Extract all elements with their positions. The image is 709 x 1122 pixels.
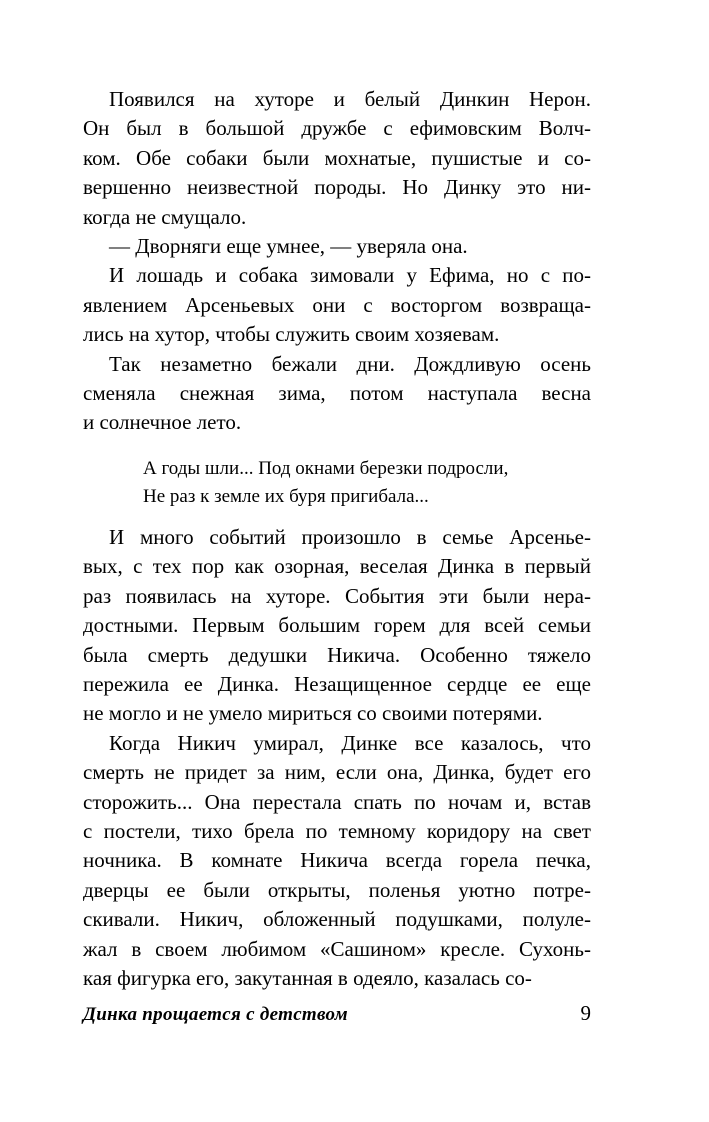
paragraph xyxy=(83,261,591,349)
text-line: ком. Обе собаки были мохнатые, пушистые и со- xyxy=(83,145,591,170)
page-text xyxy=(83,85,591,993)
text-line: и солнечное лето. xyxy=(83,410,242,435)
text-line: пережила ее Динка. Незащищенное сердце ее еще xyxy=(83,671,591,696)
text-line: достными. Первым большим горем для всей семьи xyxy=(83,613,591,638)
text-line: явлением Арсеньевых они с восторгом возвраща- xyxy=(83,292,591,317)
page-number: 9 xyxy=(580,1001,591,1025)
text-line: ночника. В комнате Никича всегда горела печка, xyxy=(83,848,591,873)
text-line: сменяла снежная зима, потом наступала весна xyxy=(83,381,591,406)
text-line: смерть не придет за ним, если она, Динка, будет его xyxy=(83,760,591,785)
text-line: не могло и не умело мириться со своими потерями. xyxy=(83,701,543,726)
text-line: Так незаметно бежали дни. Дождливую осень xyxy=(109,351,591,376)
text-line: Он был в большой дружбе с ефимовским Волч- xyxy=(83,116,591,141)
paragraph xyxy=(83,85,591,232)
text-line: лись на хутор, чтобы служить своим хозяевам. xyxy=(83,322,500,347)
verse-block xyxy=(143,455,591,511)
text-line: когда не смущало. xyxy=(83,204,247,229)
text-line: Когда Никич умирал, Динке все казалось, что xyxy=(109,730,591,755)
text-line: дверцы ее были открыты, поленья уютно потре- xyxy=(83,877,591,902)
paragraph xyxy=(83,232,591,261)
text-line: была смерть дедушки Никича. Особенно тяжело xyxy=(83,642,591,667)
text-line: кая фигурка его, закутанная в одеяло, казалась со- xyxy=(83,965,532,990)
text-line: раз появилась на хуторе. События эти были нера- xyxy=(83,583,591,608)
text-line: вых, с тех пор как озорная, веселая Динка в первый xyxy=(83,554,591,579)
text-line: вершенно неизвестной породы. Но Динку это ни- xyxy=(83,175,591,200)
paragraph xyxy=(83,350,591,438)
page-footer xyxy=(83,1001,591,1026)
text-line: А годы шли... Под окнами березки подросли, xyxy=(143,457,509,479)
paragraph xyxy=(83,729,591,994)
text-line: И много событий произошло в семье Арсенье- xyxy=(109,524,591,549)
text-line: сторожить... Она перестала спать по ночам и, встав xyxy=(83,789,591,814)
text-line: Не раз к земле их буря пригибала... xyxy=(143,485,429,507)
text-line: с постели, тихо брела по темному коридору на свет xyxy=(83,818,591,843)
paragraph xyxy=(83,523,591,729)
text-line: жал в своем любимом «Сашином» кресле. Сухонь- xyxy=(83,936,591,961)
text-line: И лошадь и собака зимовали у Ефима, но с по- xyxy=(109,263,591,288)
text-line: Появился на хуторе и белый Динкин Нерон. xyxy=(109,87,591,111)
text-line: скивали. Никич, обложенный подушками, полуле- xyxy=(83,907,591,932)
running-title: Динка прощается с детством xyxy=(83,1004,348,1025)
text-line: — Дворняги еще умнее, — уверяла она. xyxy=(109,234,468,259)
